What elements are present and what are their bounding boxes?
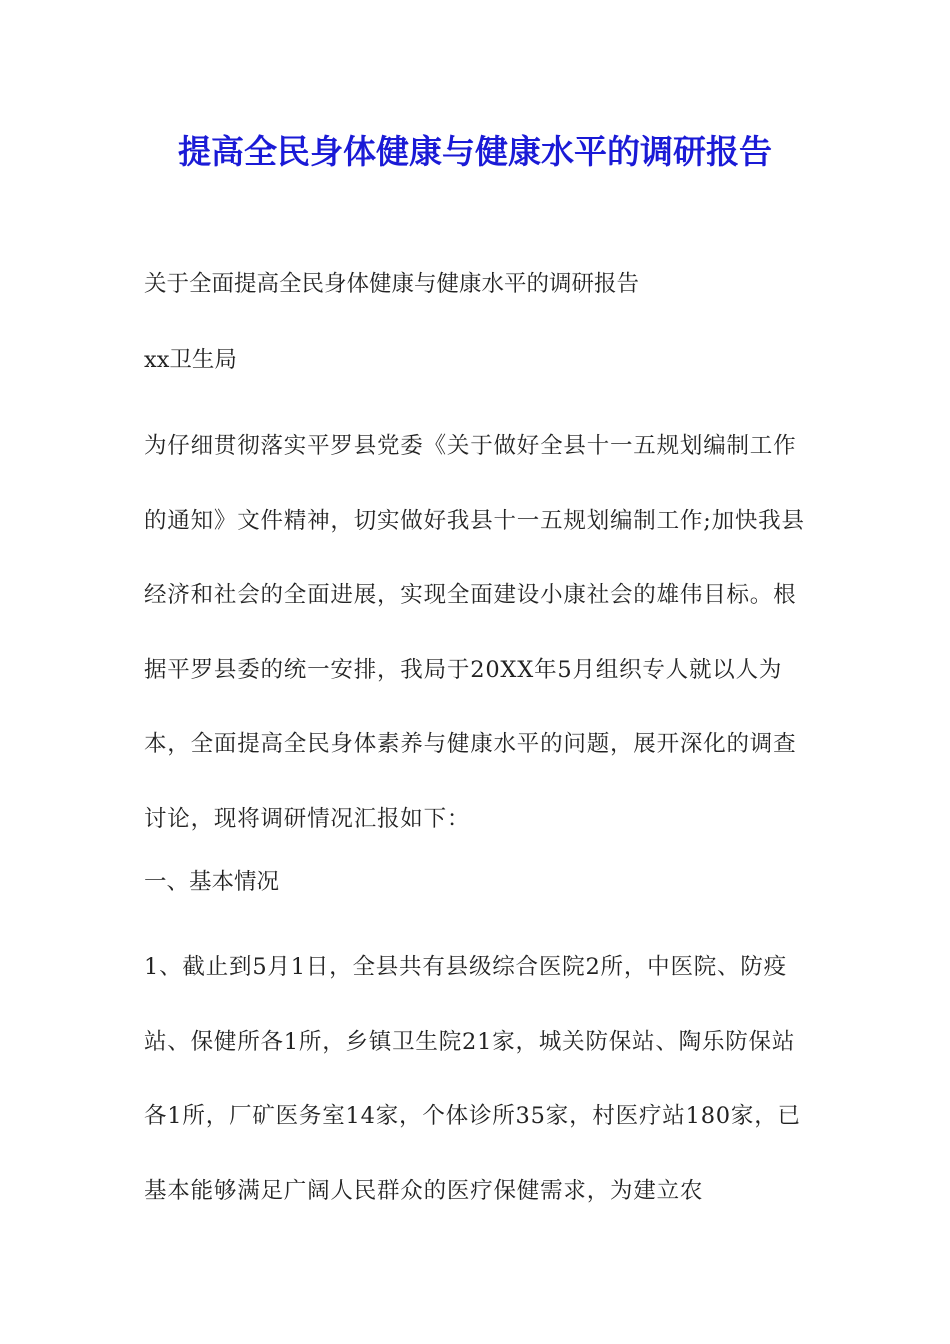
section-heading-basic-situation: 一、基本情况 (144, 869, 280, 895)
document-title: 提高全民身体健康与健康水平的调研报告 (178, 132, 772, 171)
list-item-1: 1、截止到5月1日，全县共有县级综合医院2所，中医院、防疫站、保健所各1所，乡镇卫生院21家，城关防保站、陶乐防保站各1所，厂矿医务室14家，个体诊所35家，村医疗站180家，已基本能够满足广阔人民群众的医疗保健需求，为建立农 (144, 954, 801, 1204)
document-subtitle: 关于全面提高全民身体健康与健康水平的调研报告 (144, 271, 640, 297)
document-author: xx卫生局 (144, 347, 237, 373)
intro-paragraph: 为仔细贯彻落实平罗县党委《关于做好全县十一五规划编制工作的通知》文件精神，切实做好我县十一五规划编制工作;加快我县经济和社会的全面进展，实现全面建设小康社会的雄伟目标。根据平罗县委的统一安排，我局于20XX年5月组织专人就以人为本，全面提高全民身体素养与健康水平的问题，展开深化的调查讨论，现将调研情况汇报如下： (144, 433, 805, 832)
